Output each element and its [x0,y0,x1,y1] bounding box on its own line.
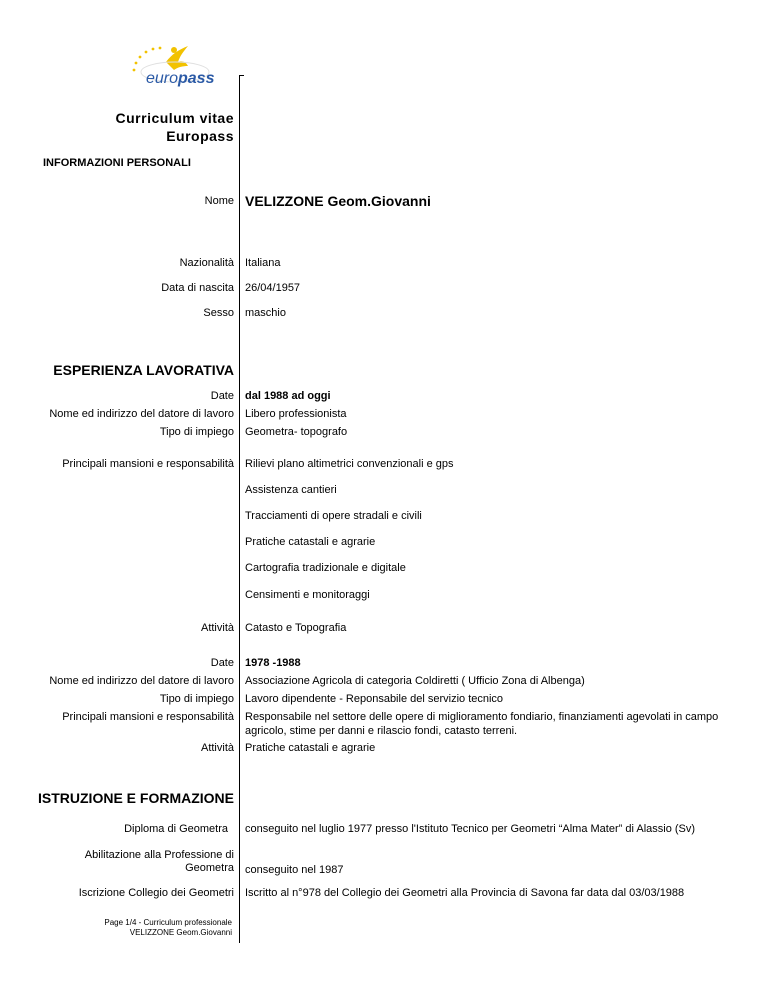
svg-text:pass: pass [178,70,215,87]
nationality-value: Italiana [245,257,281,269]
page-footer [104,918,232,938]
job1-duty-item: Censimenti e monitoraggi [245,589,370,601]
europass-star-icon [128,40,248,90]
job1-activity-value: Catasto e Topografia [245,622,347,634]
nationality-label: Nazionalità [179,257,234,269]
job1-type-value: Geometra- topografo [245,426,348,438]
footer-page-info: Page 1/4 - Curriculum professionale [104,918,232,927]
job1-duties-label: Principali mansioni e responsabilità [62,458,234,470]
name-label: Nome [204,195,234,207]
experience-heading: ESPERIENZA LAVORATIVA [53,362,234,378]
job1-duty-item: Pratiche catastali e agrarie [245,536,376,548]
job1-employer-label: Nome ed indirizzo del datore di lavoro [49,408,234,420]
birthdate-value: 26/04/1957 [245,282,301,294]
diploma-label: Diploma di Geometra [124,823,228,835]
column-divider [239,75,240,943]
job1-type-label: Tipo di impiego [159,426,234,438]
diploma-value: conseguito nel luglio 1977 presso l'Istituto Tecnico per Geometri “Alma Mater” di Alassio (Sv) [245,823,696,835]
job1-duty-item: Cartografia tradizionale e digitale [245,562,406,574]
svg-text:euro: euro [146,70,179,87]
abilitation-value: conseguito nel 1987 [245,864,344,876]
job1-date-value: dal 1988 ad oggi [245,390,331,402]
footer-author: VELIZZONE Geom.Giovanni [129,928,232,937]
job1-duty-item: Rilievi plano altimetrici convenzionali e gps [245,458,454,470]
job1-employer-value: Libero professionista [245,408,347,420]
education-heading: ISTRUZIONE E FORMAZIONE [38,790,234,806]
abilitation-label-line1: Abilitazione alla Professione di [84,849,234,861]
job2-employer-label: Nome ed indirizzo del datore di lavoro [49,675,234,687]
abilitation-label-line2: Geometra [185,862,234,874]
job2-date-label: Date [210,657,234,669]
job2-type-value: Lavoro dipendente - Reponsabile del servizio tecnico [245,693,504,705]
job1-activity-label: Attività [200,622,234,634]
sex-label: Sesso [203,307,234,319]
sex-value: maschio [245,307,286,319]
job2-type-label: Tipo di impiego [159,693,234,705]
cv-title: Curriculum vitae [115,110,234,126]
europass-logo [128,40,248,90]
job1-date-label: Date [210,390,234,402]
name-value: VELIZZONE Geom.Giovanni [245,193,431,209]
registration-value: Iscritto al n°978 del Collegio dei Geometri alla Provincia di Savona far data dal 03/03/1988 [245,887,685,899]
personal-info-heading: INFORMAZIONI PERSONALI [43,157,191,169]
birthdate-label: Data di nascita [161,282,234,294]
job2-activity-label: Attività [200,742,234,754]
registration-label: Iscrizione Collegio dei Geometri [78,887,234,899]
job2-duties-label: Principali mansioni e responsabilità [62,711,234,723]
job2-date-value: 1978 -1988 [245,657,301,669]
job1-duty-item: Assistenza cantieri [245,484,337,496]
job2-employer-value: Associazione Agricola di categoria Coldiretti ( Ufficio Zona di Albenga) [245,675,585,687]
job2-activity-value: Pratiche catastali e agrarie [245,742,376,754]
cv-subtitle: Europass [166,128,234,144]
job1-duty-item: Tracciamenti di opere stradali e civili [245,510,422,522]
job2-duties-value: Responsabile nel settore delle opere di miglioramento fondiario, finanziamenti agevolati in campo agricolo, stime per danni e rilascio fondi, catasto terreni. [245,711,719,737]
